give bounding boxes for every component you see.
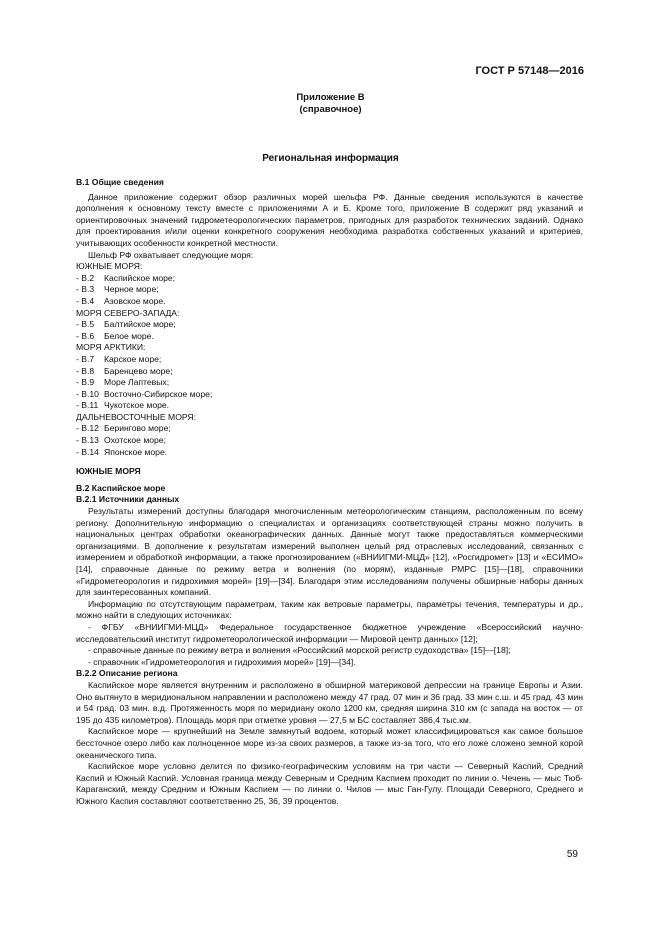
paragraph: - справочные данные по режиму ветра и волнения «Российский морской регистр судоходства» [15]—[18]; [88,645,511,656]
document-body [76,177,583,807]
main-heading: Региональная информация [262,153,399,164]
list-item: - В.11 Чукотское море. [76,400,170,411]
list-item: - В.7 Карское море; [76,353,162,364]
group-title-arctic: МОРЯ АРКТИКИ: [76,342,146,353]
group-title-northwest: МОРЯ СЕВЕРО-ЗАПАДА: [76,307,180,318]
section-b22-heading: В.2.2 Описание региона [76,668,178,679]
paragraph: Каспийское море является внутренним и расположено в обширной материковой депрессии на границе Европы и Азии. Оно вытянуто в меридиональном направлении и расположено между 47 град. 07 мин и 36 град. 33 мин с.ш. и 45 град. 43 мин и 54 град. 03 мин. в.д. Протяженность моря по меридиану около 1200 км, средняя ширина 310 км (с запада на восток — от 195 до 435 километров). Площадь моря при отметке уровня — 27,5 м БС составляет 386,4 тыс.км. [76,679,583,725]
paragraph: Шельф РФ охватывает следующие моря: [88,249,254,260]
group-title-far-east: ДАЛЬНЕВОСТОЧНЫЕ МОРЯ: [76,411,197,422]
page-number: 59 [566,849,578,860]
paragraph: Каспийское море — крупнейший на Земле замкнутый водоем, который может классифицироваться как самое большое бессточное озеро либо как полноценное море из-за своих размеров, а также из-за того, что его ложе сложено земной корой океанического типа. [76,726,583,760]
list-item: - В.5 Балтийское море; [76,319,176,330]
paragraph: - ФГБУ «ВНИИГМИ-МЦД» Федеральное государственное бюджетное учреждение «Всероссийский научно-исследовательский институт гидрометеорологической информации — Мировой центр данных» [12]; [76,621,583,644]
group-title-south: ЮЖНЫЕ МОРЯ: [76,261,143,272]
list-item: - В.6 Белое море. [76,330,154,341]
south-seas-heading: ЮЖНЫЕ МОРЯ [76,466,141,477]
paragraph: - справочник «Гидрометеорология и гидрохимия морей» [19]—[34]. [88,656,356,667]
paragraph: Данное приложение содержит обзор различных морей шельфа РФ. Данные сведения используются в качестве дополнения к основному тексту вместе с приложениями А и Б. Кроме того, приложение В содержит ряд указаний и ориентировочных значений гидрометеорологических параметров, пригодных для разработок технических заданий. Однако для проектирования и/или оценки конкретного сооружения необходима разработка собственных указаний и критериев, учитывающих особенности конкретной местности. [76,191,583,248]
paragraph: Результаты измерений доступны благодаря многочисленным метеорологическим станциям, расположенным по всему региону. Дополнительную информацию о специалистах и организациях соответствующей страны можно получить в национальных центрах обработки океанографических данных. Данные могут также предоставляться коммерческими организациями. В дополнение к результатам измерений выполнен целый ряд отраслевых исследований, связанных с измерением и обработкой информации, а также прогнозированием («ВНИИГМИ-МЦД» [12], «Росгидромет» [13] и «ЕСИМО» [14], справочные данные по режиму ветра и волнения (по морям), изданные РМРС [15]—[18], справочники «Гидрометеорология и гидрохимия морей» [19]—[34]. Благодаря этим исследованиям получены обширные наборы данных для заинтересованных компаний. [76,506,583,598]
section-b2-heading: В.2 Каспийское море [76,482,166,493]
list-item: - В.10 Восточно-Сибирское море; [76,388,213,399]
appendix-header [0,92,661,116]
section-b21-heading: В.2.1 Источники данных [76,494,180,505]
list-item: - В.9 Море Лаптевых; [76,377,170,388]
appendix-subtitle: (справочное) [299,104,362,115]
paragraph: Каспийское море условно делится по физико-географическим условиям на три части — Северный Каспий, Средний Каспий и Южный Каспий. Условная граница между Северным и Средним Каспием проходит по линии о. Чечень — мыс Тюб-Караганский, между Средним и Южным Каспием — по линии о. Чилов — мыс Ган-Гулу. Площади Северного, Среднего и Южного Каспия составляют соответственно 25, 36, 39 процентов. [76,761,583,806]
paragraph: Информацию по отсутствующим параметрам, таким как ветровые параметры, параметры течения, температуры и др., можно найти в следующих источниках: [76,598,583,621]
standard-number: ГОСТ Р 57148—2016 [475,65,584,77]
section-b1-heading: В.1 Общие сведения [76,177,164,187]
list-item: - В.14 Японское море. [76,446,168,457]
list-item: - В.13 Охотское море; [76,435,166,446]
list-item: - В.4 Азовское море. [76,295,166,306]
list-item: - В.12 Берингово море; [76,423,171,434]
list-item: - В.8 Баренцево море; [76,365,173,376]
list-item: - В.3 Черное море; [76,284,159,295]
list-item: - В.2 Каспийское море; [76,272,176,283]
appendix-title: Приложение В [296,92,365,103]
